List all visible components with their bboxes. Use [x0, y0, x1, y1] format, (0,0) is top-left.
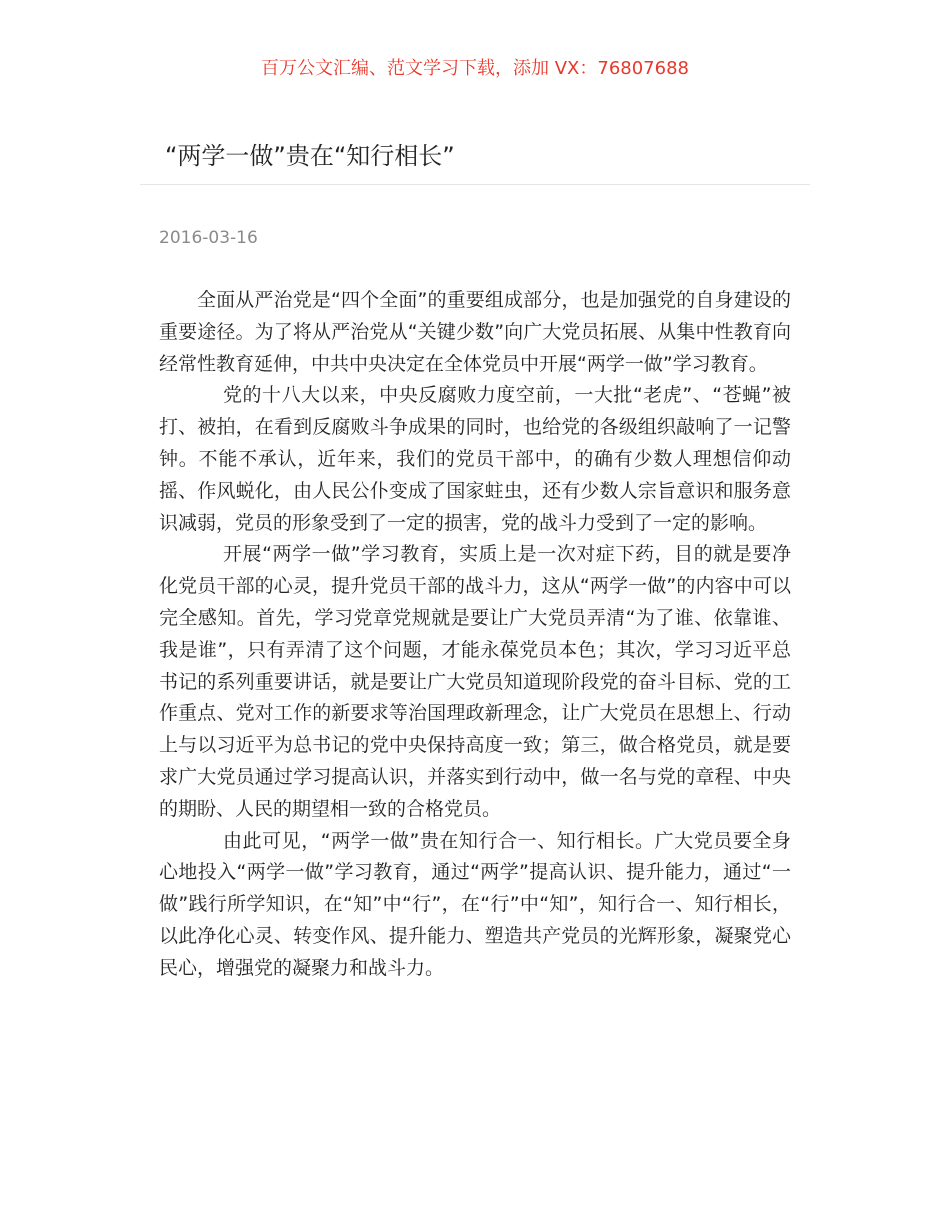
title-divider: [140, 184, 810, 185]
publish-date: 2016-03-16: [159, 228, 258, 248]
promo-banner: 百万公文汇编、范文学习下载，添加 VX：76807688: [261, 58, 689, 79]
article-title: “两学一做”贵在“知行相长”: [165, 142, 455, 170]
article-paragraph: 党的十八大以来，中央反腐败力度空前，一大批“老虎”、“苍蝇”被打、被拍，在看到反腐败斗争成果的同时，也给党的各级组织敲响了一记警钟。不能不承认，近年来，我们的党员干部中，的确有少数人理想信仰动摇、作风蜕化，由人民公仆变成了国家蛀虫，还有少数人宗旨意识和服务意识减弱，党员的形象受到了一定的损害，党的战斗力受到了一定的影响。: [159, 384, 791, 534]
article-body: [159, 285, 791, 985]
article-paragraph: 由此可见，“两学一做”贵在知行合一、知行相长。广大党员要全身心地投入“两学一做”学习教育，通过“两学”提高认识、提升能力，通过“一做”践行所学知识，在“知”中“行”，在“行”中“知”，知行合一、知行相长，以此净化心灵、转变作风、提升能力、塑造共产党员的光辉形象，凝聚党心民心，增强党的凝聚力和战斗力。: [159, 829, 791, 979]
article-paragraph: 全面从严治党是“四个全面”的重要组成部分，也是加强党的自身建设的重要途径。为了将从严治党从“关键少数”向广大党员拓展、从集中性教育向经常性教育延伸，中共中央决定在全体党员中开展“两学一做”学习教育。: [159, 289, 791, 375]
article-paragraph: 开展“两学一做”学习教育，实质上是一次对症下药，目的就是要净化党员干部的心灵，提升党员干部的战斗力，这从“两学一做”的内容中可以完全感知。首先，学习党章党规就是要让广大党员弄清“为了谁、依靠谁、我是谁”，只有弄清了这个问题，才能永葆党员本色；其次，学习习近平总书记的系列重要讲话，就是要让广大党员知道现阶段党的奋斗目标、党的工作重点、党对工作的新要求等治国理政新理念，让广大党员在思想上、行动上与以习近平为总书记的党中央保持高度一致；第三，做合格党员，就是要求广大党员通过学习提高认识，并落实到行动中，做一名与党的章程、中央的期盼、人民的期望相一致的合格党员。: [159, 543, 791, 820]
